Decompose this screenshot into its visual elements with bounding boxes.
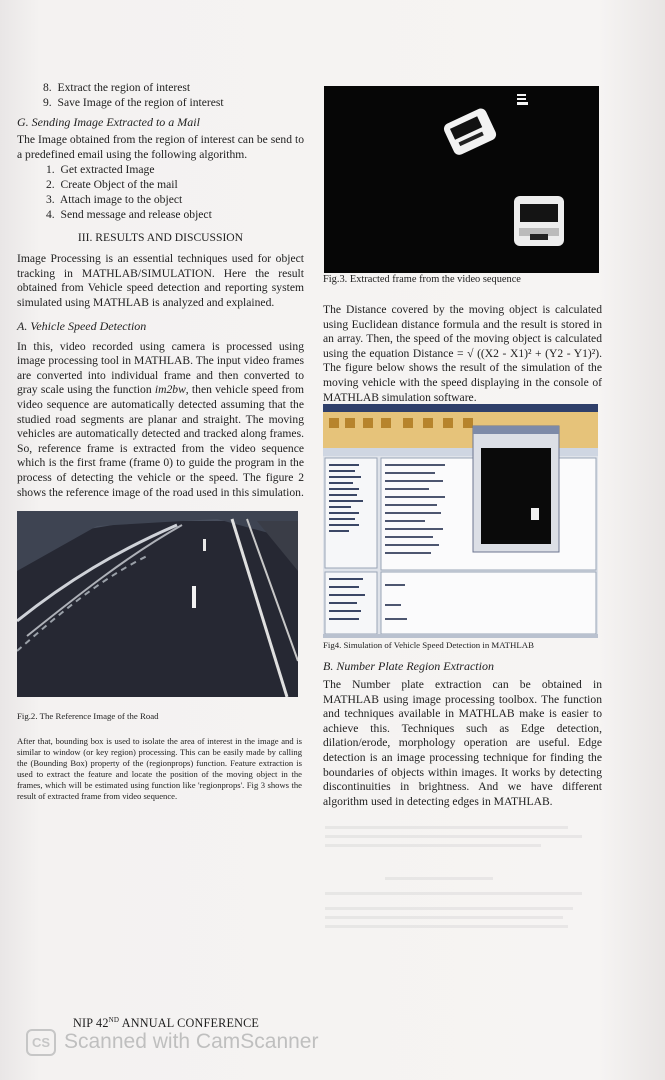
list-item: 4. Send message and release object — [46, 208, 212, 222]
matlab-simulation-screenshot — [323, 404, 598, 638]
paragraph-results: Image Processing is an essential techniques used for object tracking in MATHLAB/SIMULATION. Here the result obtained from Vehicle speed detection and reporting system simulated using MATHLAB is analyzed and explained. — [17, 252, 304, 309]
list-item: 3. Attach image to the object — [46, 193, 183, 207]
road-drawing — [17, 511, 298, 697]
fig4-caption: Fig4. Simulation of Vehicle Speed Detection in MATHLAB — [323, 640, 534, 650]
subsection-heading-b: B. Number Plate Region Extraction — [323, 659, 494, 673]
subsection-heading-a: A. Vehicle Speed Detection — [17, 318, 147, 333]
extracted-frame-drawing — [324, 86, 599, 273]
list-item: 1. Get extracted Image — [46, 163, 155, 177]
paragraph-number-plate: The Number plate extraction can be obtained in MATHLAB using image processing toolbox. The function and techniques available in MATHLAB make is easier to achieve this. Techniques such as Edge detection, dilation/erode, morphology operation are useful. Edge detection is an image processing technique for finding the boundaries of objects within images. It works by detecting discontinuities in brightness. And we have different algorithm used in detecting edges in MATHLAB. — [323, 678, 602, 808]
steps-list-top — [43, 80, 304, 110]
paragraph-bounding-box: After that, bounding box is used to isolate the area of interest in the image and is similar to window (or key region) processing. This can be easily made by calling the (Bounding Box) property of the (regionprops) function. Feature extraction is used to extract the feature and locate the position of the moving object in the frames, which will be estimated using function like 'regionprops'. Fig 3 shows the result of extracted frame from video sequence. — [17, 736, 302, 801]
fig3-caption: Fig.3. Extracted frame from the video sequence — [323, 274, 521, 285]
paragraph-mail: The Image obtained from the region of interest can be send to a predefined email using the following algorithm. — [17, 133, 304, 161]
section-heading-results: III. RESULTS AND DISCUSSION — [77, 231, 244, 245]
conference-footer: NIP 42ND ANNUAL CONFERENCE — [73, 1016, 260, 1031]
subsection-heading-g: G. Sending Image Extracted to a Mail — [17, 115, 200, 129]
watermark-text: Scanned with CamScanner — [64, 1030, 319, 1053]
paragraph-vehicle-speed: In this, video recorded using camera is processed using image processing tool in MATHLAB. The input video frames are converted into individual frame and then converted to gray scale using the function im2bw, then vehicle speed from video sequence are automatically detected assuming that the studied road segments are planar and straight. The moving vehicles are automatically detected and tracked along frames. So, reference frame is extracted from the video sequence which is the first frame (frame 0) to guide the program in the process of detecting the vehicle or the speed. The figure 2 shows the reference image of the road used in this simulation. — [17, 339, 304, 499]
camscanner-watermark — [26, 1027, 318, 1057]
fig2-caption: Fig.2. The Reference Image of the Road — [17, 711, 159, 721]
list-item: 8. Extract the region of interest — [43, 81, 191, 94]
list-item: 2. Create Object of the mail — [46, 178, 178, 192]
road-reference-image — [17, 511, 298, 697]
paragraph-distance: The Distance covered by the moving object is calculated using Euclidean distance formula and the result is stored in an array. Then, the speed of the moving object is calculated using the equation Distance = √ ((X2 - X1)² + (Y2 - Y1)²). The figure below shows the result of the simulation of the moving vehicle with the speed displaying in the console of MATHLAB simulation software. — [323, 303, 602, 404]
matlab-drawing — [323, 404, 598, 638]
left-column — [17, 80, 304, 500]
steps-list-mail — [46, 162, 304, 222]
camscanner-logo-icon: CS — [26, 1029, 56, 1056]
list-item: 9. Save Image of the region of interest — [43, 96, 224, 109]
extracted-frame-image — [324, 86, 599, 273]
bleed-through-text — [325, 820, 595, 934]
